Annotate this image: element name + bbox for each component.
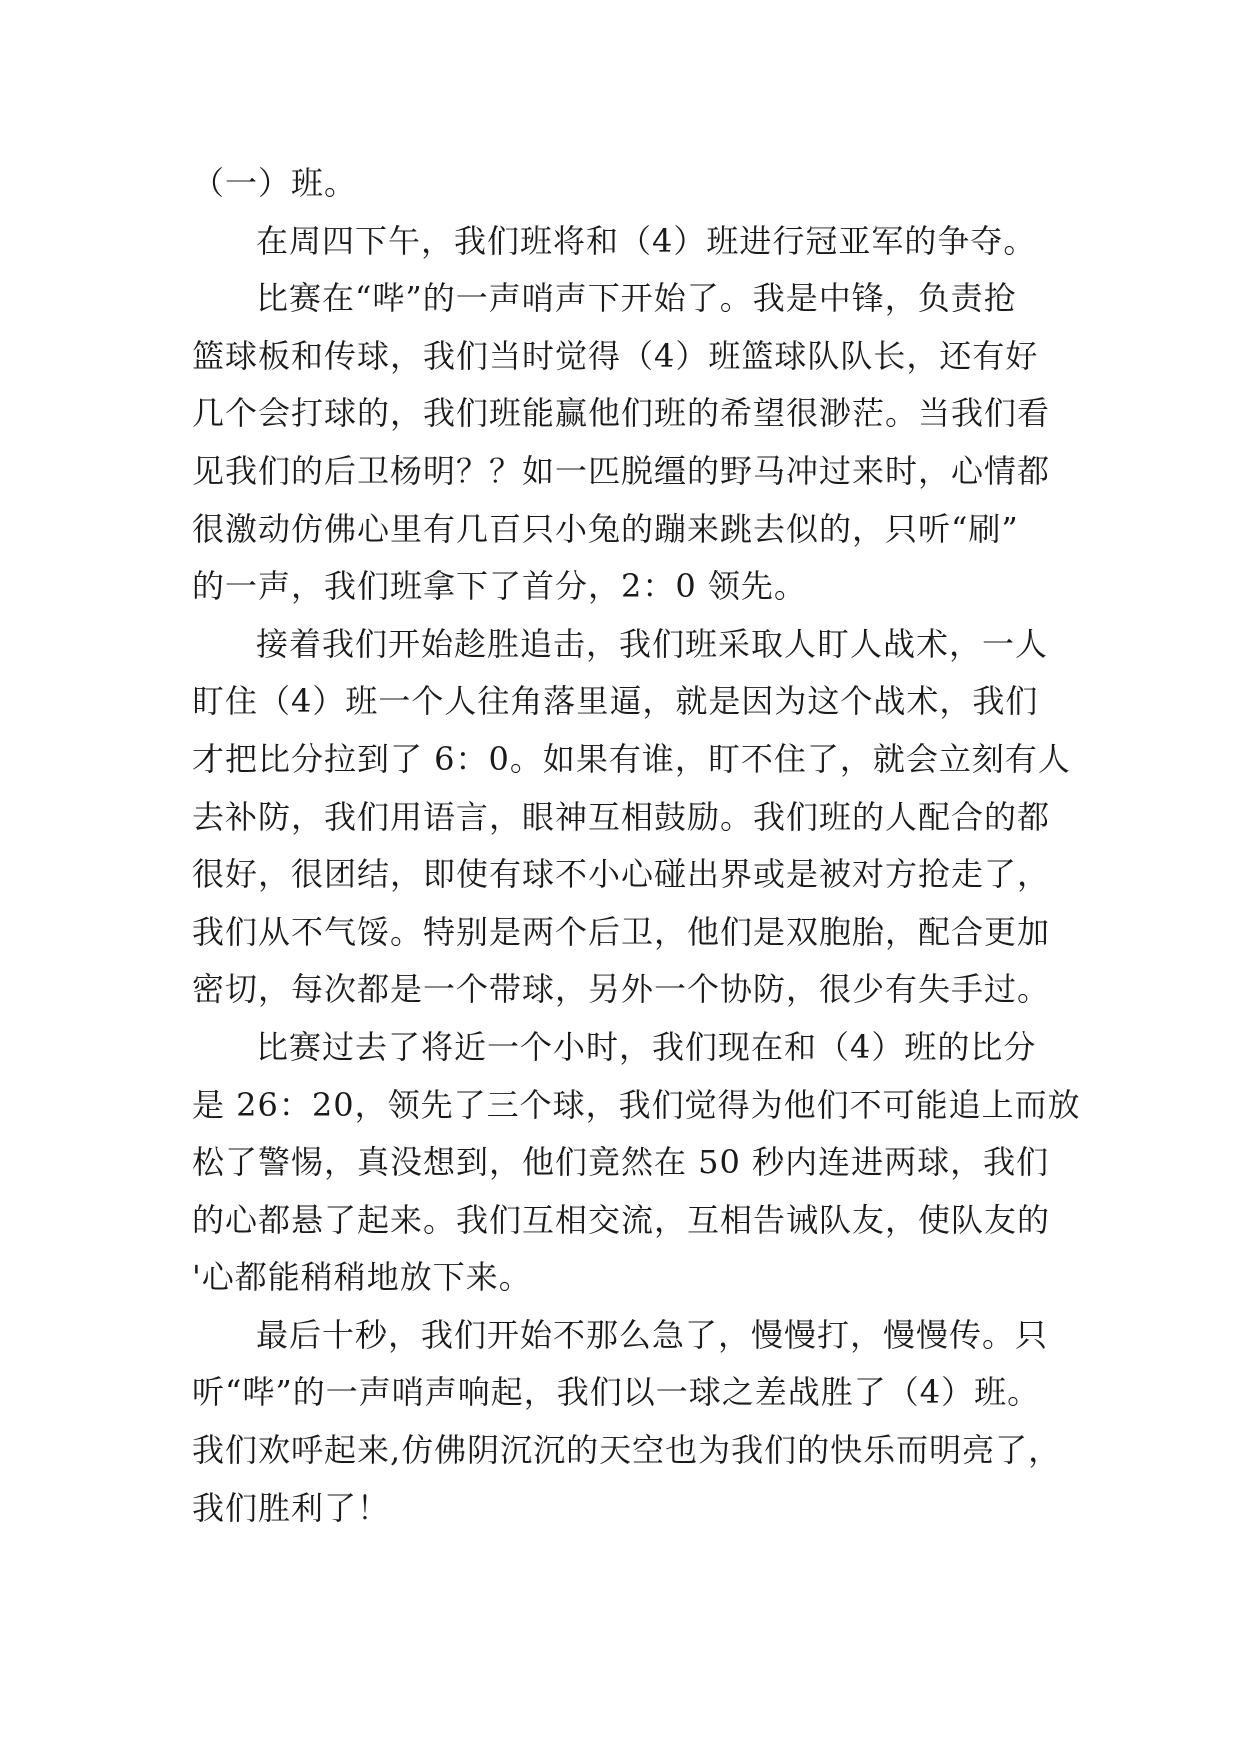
text-line: 是 26：20，领先了三个球，我们觉得为他们不可能追上而放	[192, 1085, 1081, 1124]
text-line: 的心都悬了起来。我们互相交流，互相告诫队友，使队友的	[192, 1200, 1051, 1239]
text-line: 才把比分拉到了 6：0。如果有谁，盯不住了，就会立刻有人	[192, 739, 1071, 778]
text-line: 很好，很团结，即使有球不小心碰出界或是被对方抢走了，	[192, 855, 1051, 894]
text-line: 听“哔”的一声哨声响起，我们以一球之差战胜了（4）班。	[192, 1373, 1041, 1412]
text-line: 最后十秒，我们开始不那么急了，慢慢打，慢慢传。只	[256, 1315, 1049, 1354]
text-line: 我们胜利了！	[192, 1488, 391, 1527]
text-line: 接着我们开始趁胜追击，我们班采取人盯人战术，一人	[256, 624, 1049, 663]
text-line: 松了警惕，真没想到，他们竟然在 50 秒内连进两球，我们	[192, 1143, 1050, 1182]
text-line: 很激动仿佛心里有几百只小兔的蹦来跳去似的，只听“刷”	[192, 509, 1019, 548]
text-line: 我们从不气馁。特别是两个后卫，他们是双胞胎，配合更加	[192, 912, 1051, 951]
text-line: 我们欢呼起来,仿佛阴沉沉的天空也为我们的快乐而明亮了，	[192, 1431, 1062, 1470]
text-line: 见我们的后卫杨明？？如一匹脱缰的野马冲过来时，心情都	[192, 451, 1051, 490]
text-line: 比赛在“哔”的一声哨声下开始了。我是中锋，负责抢	[256, 279, 1017, 318]
text-line: '心都能稍稍地放下来。	[192, 1258, 532, 1297]
text-line: 的一声，我们班拿下了首分，2：0 领先。	[192, 567, 807, 606]
text-line: 比赛过去了将近一个小时，我们现在和（4）班的比分	[256, 1027, 1037, 1066]
text-line: 盯住（4）班一个人往角落里逼，就是因为这个战术，我们	[192, 682, 1039, 721]
text-line: 几个会打球的，我们班能赢他们班的希望很渺茫。当我们看	[192, 394, 1051, 433]
text-line: 密切，每次都是一个带球，另外一个协防，很少有失手过。	[192, 970, 1051, 1009]
text-line: 在周四下午，我们班将和（4）班进行冠亚军的争夺。	[256, 221, 1037, 260]
text-line: （一）班。	[192, 164, 358, 202]
text-line: 去补防，我们用语言，眼神互相鼓励。我们班的人配合的都	[192, 797, 1051, 836]
essay-body	[192, 155, 1081, 1537]
text-line: 篮球板和传球，我们当时觉得（4）班篮球队队长，还有好	[192, 336, 1039, 375]
